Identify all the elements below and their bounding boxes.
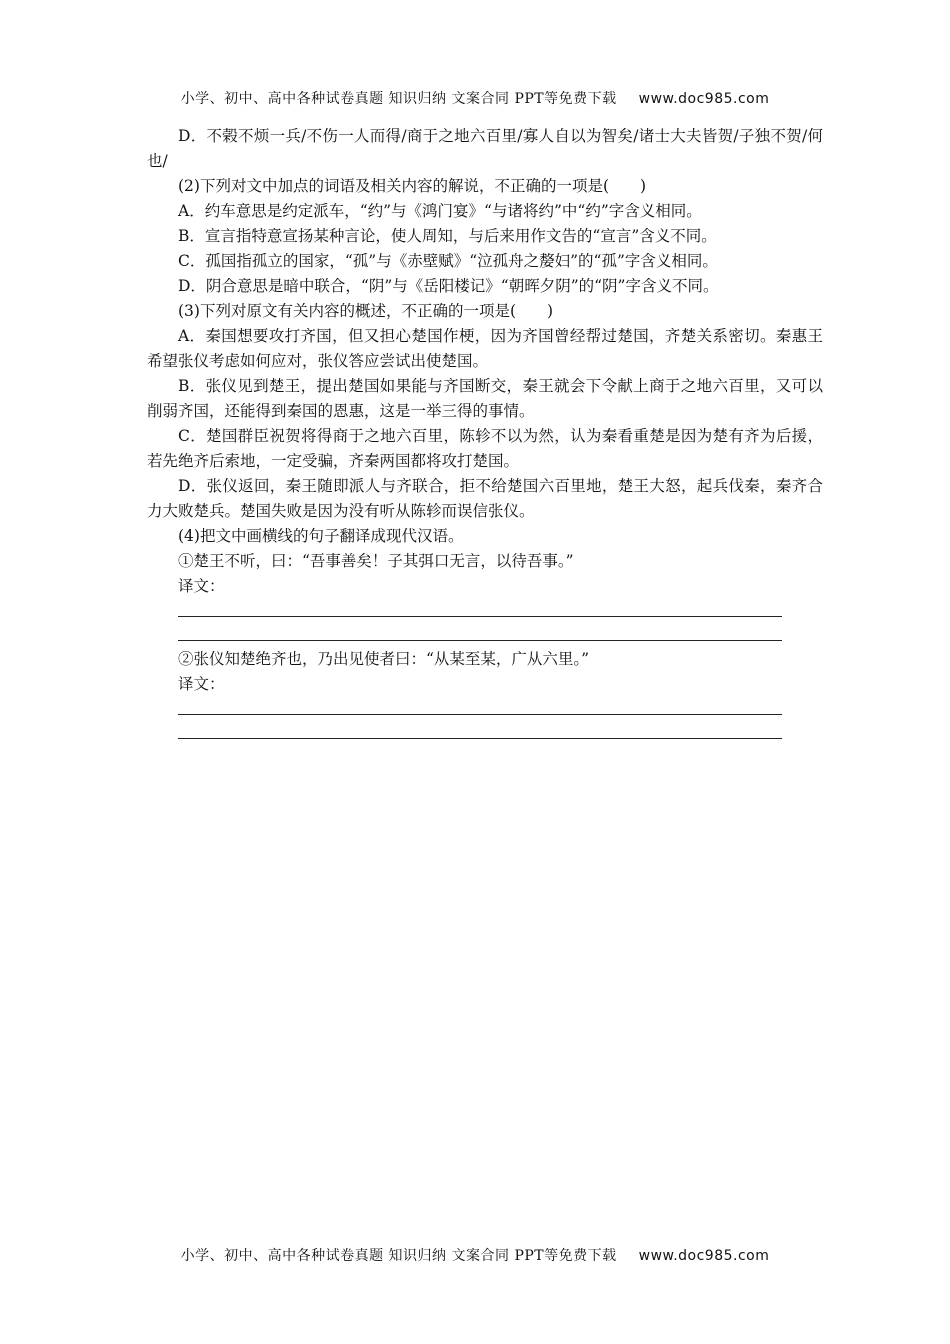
answer-line[interactable] [178,697,782,721]
q2-option-b: B．宣言指特意宣扬某种言论，使人周知，与后来用作文告的“宣言”含义不同。 [178,227,717,245]
q4-sentence-1: ①楚王不听，曰：“吾事善矣！子其弭口无言，以待吾事。” [178,552,574,570]
q2-option-a: A．约车意思是约定派车，“约”与《鸿门宴》“与诸将约”中“约”字含义相同。 [178,202,702,220]
page-footer [0,1245,950,1265]
q3-option-c: C．楚国群臣祝贺将得商于之地六百里，陈轸不以为然，认为秦看重楚是因为楚有齐为后援，若先绝齐后索地，一定受骗，齐秦两国都将攻打楚国。 [147,427,823,470]
q3-option-d: D．张仪返回，秦王随即派人与齐联合，拒不给楚国六百里地，楚王大怒，起兵伐秦，秦齐合力大败楚兵。楚国失败是因为没有听从陈轸而误信张仪。 [147,477,823,520]
translation-label-1: 译文： [178,577,225,595]
header-text: 小学、初中、高中各种试卷真题 知识归纳 文案合同 PPT等免费下载 [180,91,617,107]
answer-line[interactable] [178,623,782,647]
page-header [0,88,950,108]
footer-text: 小学、初中、高中各种试卷真题 知识归纳 文案合同 PPT等免费下载 [180,1248,617,1264]
q4-stem: (4)把文中画横线的句子翻译成现代汉语。 [178,527,464,545]
q3-option-a: A．秦国想要攻打齐国，但又担心楚国作梗，因为齐国曾经帮过楚国，齐楚关系密切。秦惠王希望张仪考虑如何应对，张仪答应尝试出使楚国。 [147,327,823,370]
q1-option-d: D．不榖不烦一兵/不伤一人而得/商于之地六百里/寡人自以为智矣/诸士大夫皆贺/子独不贺/何也/ [147,127,823,170]
q3-stem: (3)下列对原文有关内容的概述，不正确的一项是( ) [178,302,554,320]
q3-option-b: B．张仪见到楚王，提出楚国如果能与齐国断交，秦王就会下令献上商于之地六百里，又可以削弱齐国，还能得到秦国的恩惠，这是一举三得的事情。 [147,377,823,420]
header-site: www.doc985.com [638,91,770,107]
q4-sentence-2: ②张仪知楚绝齐也，乃出见使者曰：“从某至某，广从六里。” [178,650,590,668]
answer-line[interactable] [178,599,782,623]
q2-option-d: D．阴合意思是暗中联合，“阴”与《岳阳楼记》“朝晖夕阴”的“阴”字含义不同。 [178,277,719,295]
document-body [147,124,823,745]
q2-option-c: C．孤国指孤立的国家，“孤”与《赤壁赋》“泣孤舟之嫠妇”的“孤”字含义相同。 [178,252,718,270]
translation-label-2: 译文： [178,675,225,693]
q2-stem: (2)下列对文中加点的词语及相关内容的解说，不正确的一项是( ) [178,177,647,195]
answer-line[interactable] [178,721,782,745]
footer-site: www.doc985.com [638,1248,770,1264]
